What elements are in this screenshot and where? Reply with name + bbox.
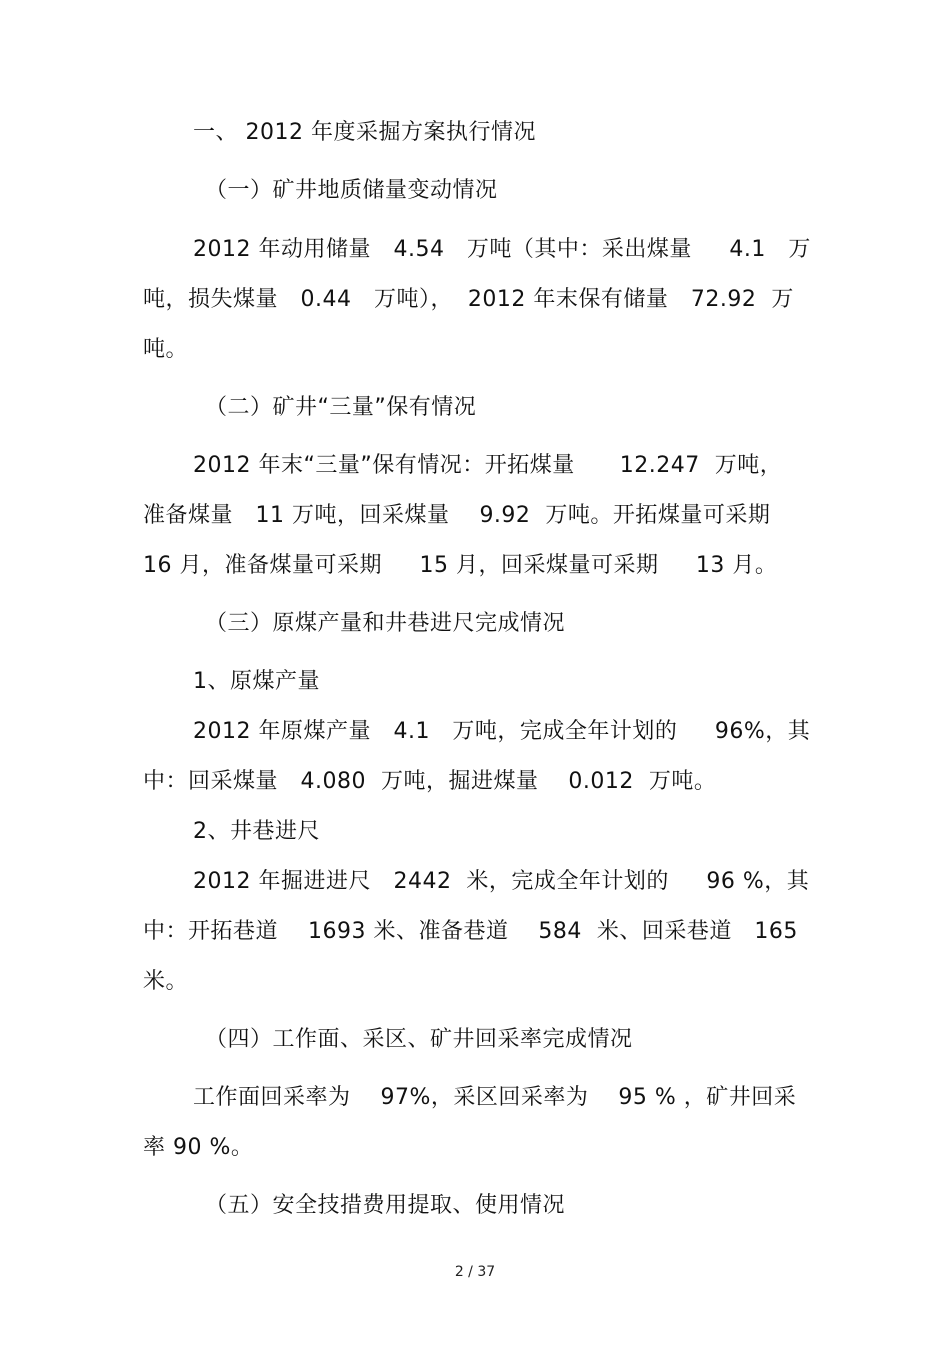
subsection-heading: （四）工作面、采区、矿井回采率完成情况 (205, 1027, 633, 1052)
subsection-heading: （三）原煤产量和井巷进尺完成情况 (205, 611, 566, 636)
paragraph-line: 2012 年动用储量 4.54 万吨（其中：采出煤量 4.1 万 (193, 237, 811, 262)
paragraph-line: 率 90 %。 (143, 1135, 254, 1160)
page-number: 2 / 37 (454, 1264, 496, 1280)
paragraph-line: 工作面回采率为 97%，采区回采率为 95 % ，矿井回采 (193, 1085, 797, 1110)
paragraph-line: 吨。 (143, 337, 189, 362)
paragraph-line: 米。 (143, 969, 189, 994)
subsection-heading: （一）矿井地质储量变动情况 (205, 178, 498, 203)
paragraph-line: 中：回采煤量 4.080 万吨，掘进煤量 0.012 万吨。 (143, 769, 717, 794)
paragraph-line: 准备煤量 11 万吨，回采煤量 9.92 万吨。开拓煤量可采期 (143, 503, 771, 528)
item-heading: 2、井巷进尺 (193, 819, 320, 844)
section-heading: 一、 2012 年度采掘方案执行情况 (193, 120, 536, 145)
paragraph-line: 吨，损失煤量 0.44 万吨）， 2012 年末保有储量 72.92 万 (143, 287, 794, 312)
paragraph-line: 2012 年原煤产量 4.1 万吨，完成全年计划的 96%，其 (193, 719, 811, 744)
item-heading: 1、原煤产量 (193, 669, 320, 694)
paragraph-line: 2012 年末“三量”保有情况：开拓煤量 12.247 万吨， (193, 453, 783, 478)
subsection-heading: （二）矿井“三量”保有情况 (205, 395, 477, 420)
paragraph-line: 16 月，准备煤量可采期 15 月，回采煤量可采期 13 月。 (143, 553, 778, 578)
subsection-heading: （五）安全技措费用提取、使用情况 (205, 1193, 566, 1218)
paragraph-line: 2012 年掘进进尺 2442 米，完成全年计划的 96 %，其 (193, 869, 810, 894)
paragraph-line: 中：开拓巷道 1693 米、准备巷道 584 米、回采巷道 165 (143, 919, 798, 944)
